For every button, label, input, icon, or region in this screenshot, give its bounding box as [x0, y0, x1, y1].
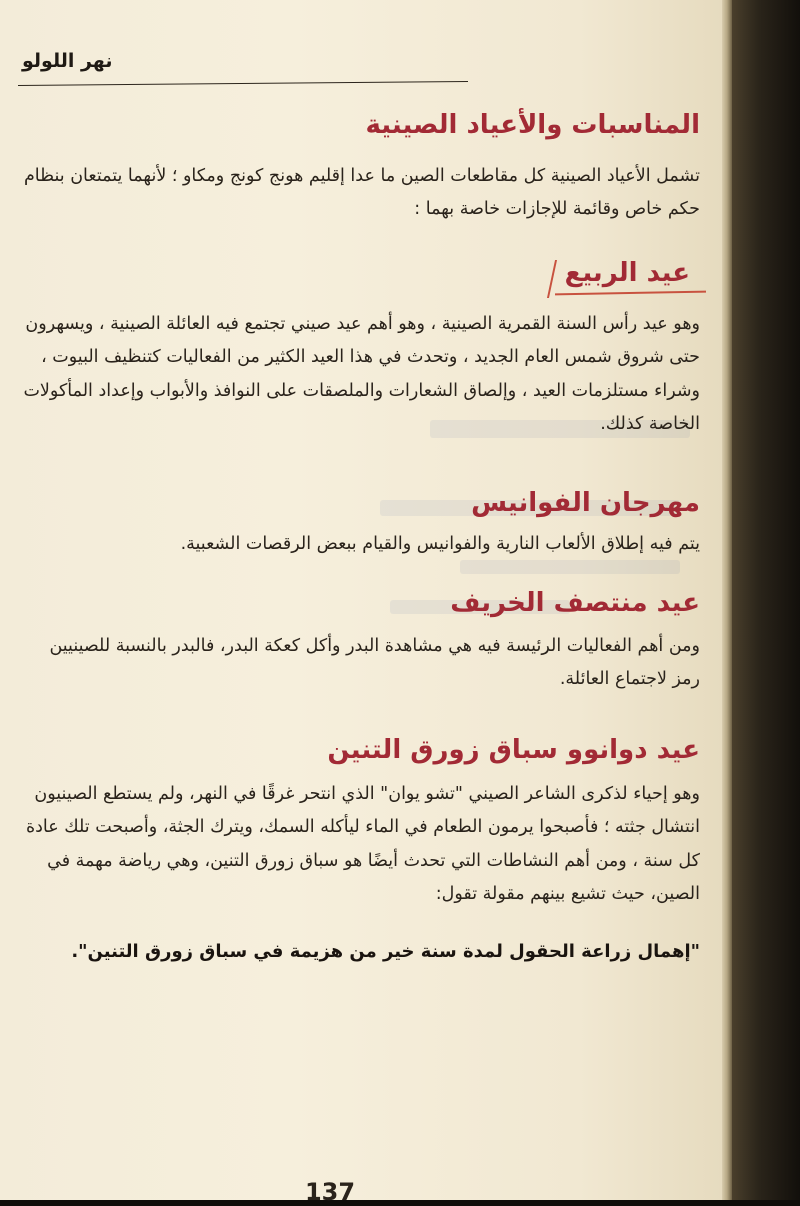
festival-title-spring: [400, 258, 700, 292]
header-rule: [18, 81, 468, 86]
festival-text-mid-autumn: ومن أهم الفعاليات الرئيسة فيه هي مشاهدة البدر وأكل كعكة البدر، فالبدر بالنسبة للصينيين رمز لاجتماع العائلة.: [49, 636, 700, 690]
pen-marked-title: عيد الربيع: [551, 258, 700, 292]
festival-title-lanterns: مهرجان الفوانيس: [471, 488, 700, 518]
festival-text-lanterns: يتم فيه إطلاق الألعاب النارية والفوانيس والقيام ببعض الرقصات الشعبية.: [180, 534, 700, 554]
page-number: 137: [304, 1178, 356, 1206]
background-shadow: [732, 0, 800, 1200]
festival-text-dragon-boat: وهو إحياء لذكرى الشاعر الصيني "تشو يوان" الذي انتحر غرقًا في النهر، ولم يستطع الصينيون انتشال جثته ؛ فأصبحوا يرمون الطعام في الماء ليأكله السمك، ويترك الجثة، وأصبحت تلك عادة كل سنة ، ومن أهم النشاطات التي تحدث أيضًا هو سباق زورق التنين، وهي رياضة مهمة في الصين، حيث تشيع بينهم مقولة تقول:: [25, 784, 700, 904]
festival-title-dragon-boat: عيد دوانوو سباق زورق التنين: [327, 735, 700, 765]
section-title: المناسبات والأعياد الصينية: [365, 110, 700, 140]
dragon-boat-quote: "إهمال زراعة الحقول لمدة سنة خير من هزيمة في سباق زورق التنين".: [71, 941, 700, 962]
festival-text-spring: وهو عيد رأس السنة القمرية الصينية ، وهو أهم عيد صيني تجتمع فيه العائلة الصينية ، ويسهرون حتى شروق شمس العام الجديد ، وتحدث في هذا العيد الكثير من الفعاليات كتنظيف البيوت ، وشراء مستلزمات العيد ، وإلصاق الشعارات والملصقات على النوافذ والأبواب وإعداد المأكولات الخاصة كذلك.: [23, 314, 700, 434]
running-header: نهر اللولو: [22, 50, 113, 72]
festival-title-mid-autumn: عيد منتصف الخريف: [450, 588, 700, 618]
page-edge: [722, 0, 732, 1200]
section-intro: تشمل الأعياد الصينية كل مقاطعات الصين ما عدا إقليم هونج كونج ومكاو ؛ لأنهما يتمتعان بنظام حكم خاص وقائمة للإجازات خاصة بهما :: [23, 166, 700, 220]
